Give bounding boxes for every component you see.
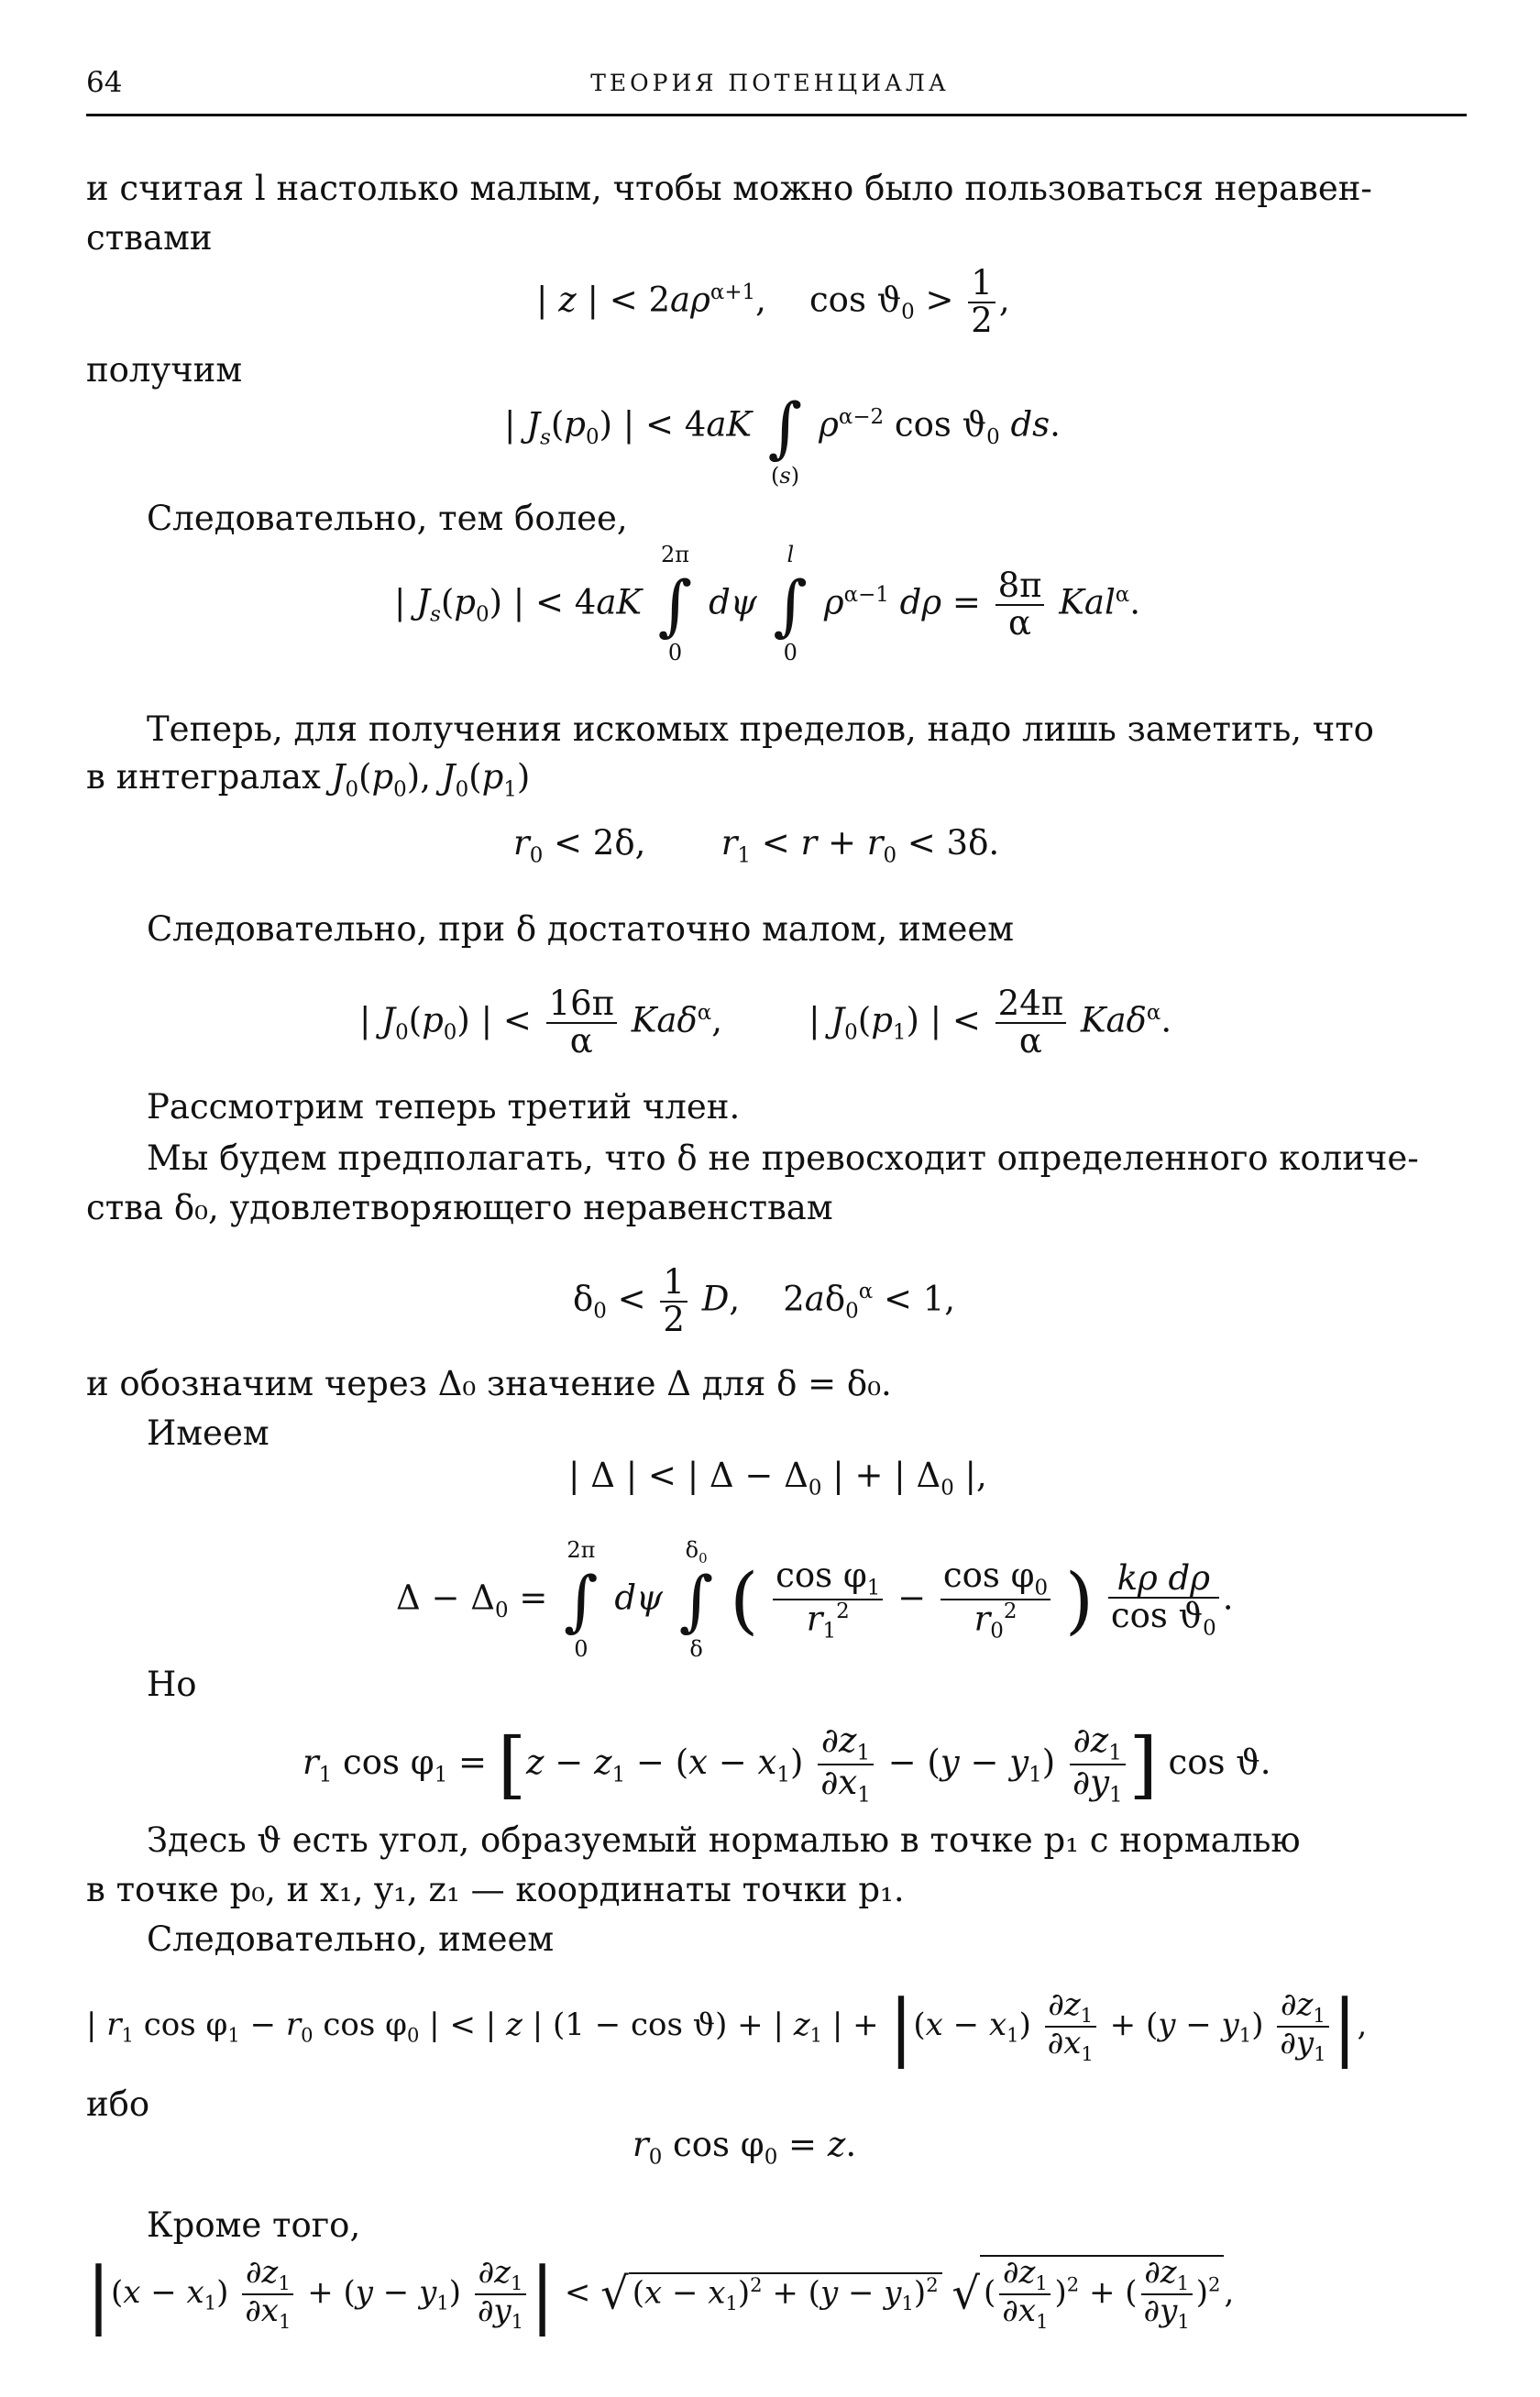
paragraph-line: и считая l настолько малым, чтобы можно было пользоваться неравен- [86, 169, 1372, 208]
formula-delta-triangle: | Δ | < | $\Delta - \Delta_0$ | + | $\Delta_0$ |, [568, 1456, 987, 1501]
formula-inequalities-1: | z | < $2a\rho^{\alpha+1}$, $\cos ϑ_0$ > $\frac{1}{2}$ , [536, 263, 1010, 340]
formula-cauchy-schwarz: $|(x - x_1)$ $\frac{\partial z_1}{\partial x_1}$ + $(y - y_1)$ $\frac{\partial z_1}{\partial y_1}$ | < √ $(x - x_1)^2 + (y - y_1)^2$ √ ( $\frac{\partial z_1}{\partial x_1}$ )$^2$ + ( $\frac{\partial z_1}{\partial y_1}$ )$^2$ , [86, 2250, 1235, 2337]
formula-j0-bounds: | $J_0(p_0)$ | < $\frac{16\pi}{\alpha}$ Kaδ$^\alpha$, | $J_0(p_1)$ | < $\frac{24\pi}{\alpha}$ Kaδ$^\alpha$. [359, 984, 1172, 1061]
inline-math: $J_0(p_0)$, $J_0(p_1)$ [331, 757, 531, 802]
paragraph-line: ибо [86, 2084, 150, 2124]
paragraph-line: Следовательно, при δ достаточно малом, имеем [147, 909, 1015, 949]
paragraph-line: ства δ₀, удовлетворяющего неравенствам [86, 1188, 833, 1227]
paragraph-line: Мы будем предполагать, что δ не превосходит определенного количе- [147, 1138, 1419, 1178]
paragraph-line: Но [147, 1665, 197, 1704]
paragraph-line: Теперь, для получения искомых пределов, надо лишь заметить, что [147, 709, 1374, 749]
formula-r1-cos-phi1: $r_1$ $\cos \varphi_1 = [z - z_1 - (x - x_1)$ $\frac{\partial z_1}{\partial x_1}$ − $(y - y_1)$ $\frac{\partial z_1}{\partial y_1}$ ] cos ϑ. [302, 1721, 1271, 1808]
formula-delta-difference: $\Delta - \Delta_0$ = 2π ∫ 0 dψ $\delta_0$ ∫ δ ( $\frac{\cos \varphi_1}{r_1^2}$ − $\frac{\cos \varphi_0}{r_0^2}$ ) $\frac{\text{kρ dρ}}{\cos ϑ_0}$ . [396, 1537, 1234, 1662]
page-number: 64 [86, 66, 123, 99]
paragraph-line: в точке p₀, и x₁, y₁, z₁ — координаты точки p₁. [86, 1870, 905, 1909]
formula-js-double-integral: | $J_s(p_0)$ | < 4aK 2π ∫ 0 dψ l ∫ 0 $\rho^{\alpha-1}$ dρ = $\frac{8\pi}{\alpha}$ Kal$^\alpha$. [394, 541, 1141, 666]
paragraph-line: Следовательно, имеем [147, 1919, 555, 1959]
formula-r-bounds: $r_0 < 2\delta$, $r_1 < r + r_0 < 3\delta$. [513, 823, 1000, 868]
formula-r0-cos-phi0: $r_0$ $\cos \varphi_0 = z$. [632, 2125, 857, 2170]
paragraph-line: Рассмотрим теперь третий член. [147, 1087, 741, 1127]
formula-js-bound: | $J_s(p_0)$ | < 4aK ∫ (s) $\rho^{\alpha-2}$ $\cos ϑ_0$ ds. [504, 389, 1061, 489]
paragraph-line: ствами [86, 218, 213, 258]
paragraph-line: Кроме того, [147, 2205, 361, 2245]
header-rule [86, 114, 1467, 116]
running-title: ТЕОРИЯ ПОТЕНЦИАЛА [590, 70, 950, 96]
paragraph-line: Здесь ϑ есть угол, образуемый нормалью в точке p₁ с нормалью [147, 1820, 1301, 1860]
formula-difference-bound: | $r_1$ $\cos \varphi_1 - r_0$ $\cos \varphi_0$ | < | z | (1 − cos ϑ) + | $z_1$ | + $|(x - x_1)$ $\frac{\partial z_1}{\partial x_1}$ + $(y - y_1)$ $\frac{\partial z_1}{\partial y_1}$ |, [86, 1983, 1368, 2069]
formula-delta0-conditions: $\delta_0$ < $\frac{1}{2}$ D, $2a\delta_0^\alpha < 1$, [573, 1262, 956, 1339]
paragraph-line: и обозначим через Δ₀ значение Δ для δ = δ₀. [86, 1364, 892, 1403]
paragraph-line: получим [86, 350, 243, 390]
paragraph-prefix: в интегралах [86, 757, 321, 797]
paragraph-line-with-math [86, 759, 530, 802]
paragraph-line: Имеем [147, 1413, 270, 1453]
paragraph-line: Следовательно, тем более, [147, 499, 628, 538]
